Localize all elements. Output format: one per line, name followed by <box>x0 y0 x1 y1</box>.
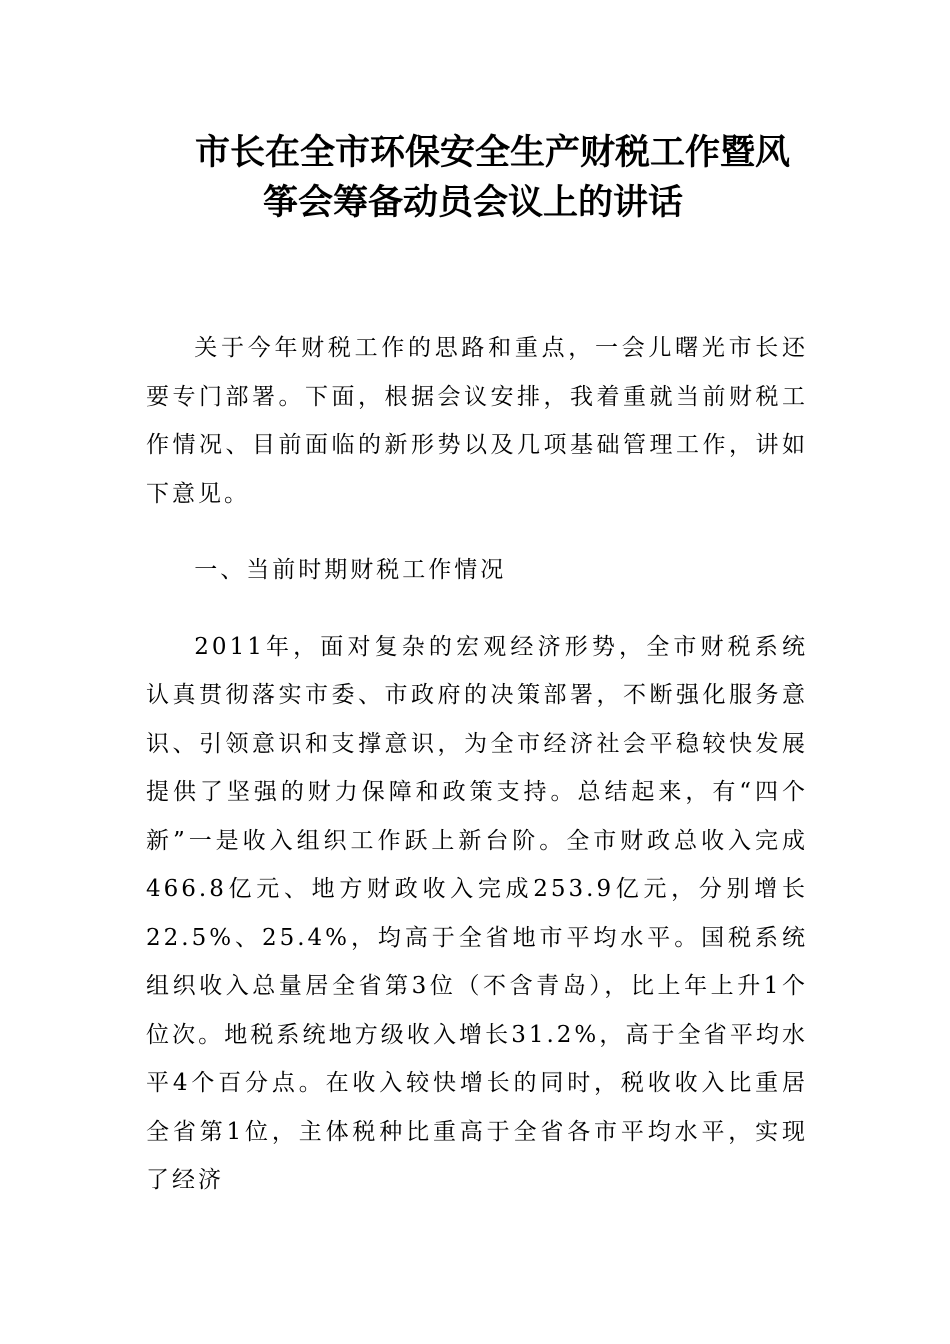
document-body <box>146 324 808 1205</box>
paragraph-financial-summary: 2011年，面对复杂的宏观经济形势，全市财税系统认真贯彻落实市委、市政府的决策部署，不断强化服务意识、引领意识和支撑意识，为全市经济社会平稳较快发展提供了坚强的财力保障和政策支持。总结起来，有“四个新”一是收入组织工作跃上新台阶。全市财政总收入完成466.8亿元、地方财政收入完成253.9亿元，分别增长22.5%、25.4%，均高于全省地市平均水平。国税系统组织收入总量居全省第3位（不含青岛），比上年上升1个位次。地税系统地方级收入增长31.2%，高于全省平均水平4个百分点。在收入较快增长的同时，税收收入比重居全省第1位，主体税种比重高于全省各市平均水平，实现了经济 <box>146 633 808 1193</box>
paragraph-spacer <box>146 595 808 623</box>
paragraph-spacer <box>146 518 808 546</box>
document-title <box>140 128 820 228</box>
title-line-1: 市长在全市环保安全生产财税工作暨风 <box>195 132 791 173</box>
title-line-2: 筝会筹备动员会议上的讲话 <box>263 182 684 223</box>
section-heading-1: 一、当前时期财税工作情况 <box>194 557 507 583</box>
paragraph-intro: 关于今年财税工作的思路和重点，一会儿曙光市长还要专门部署。下面，根据会议安排，我着重就当前财税工作情况、目前面临的新形势以及几项基础管理工作，讲如下意见。 <box>146 335 808 507</box>
